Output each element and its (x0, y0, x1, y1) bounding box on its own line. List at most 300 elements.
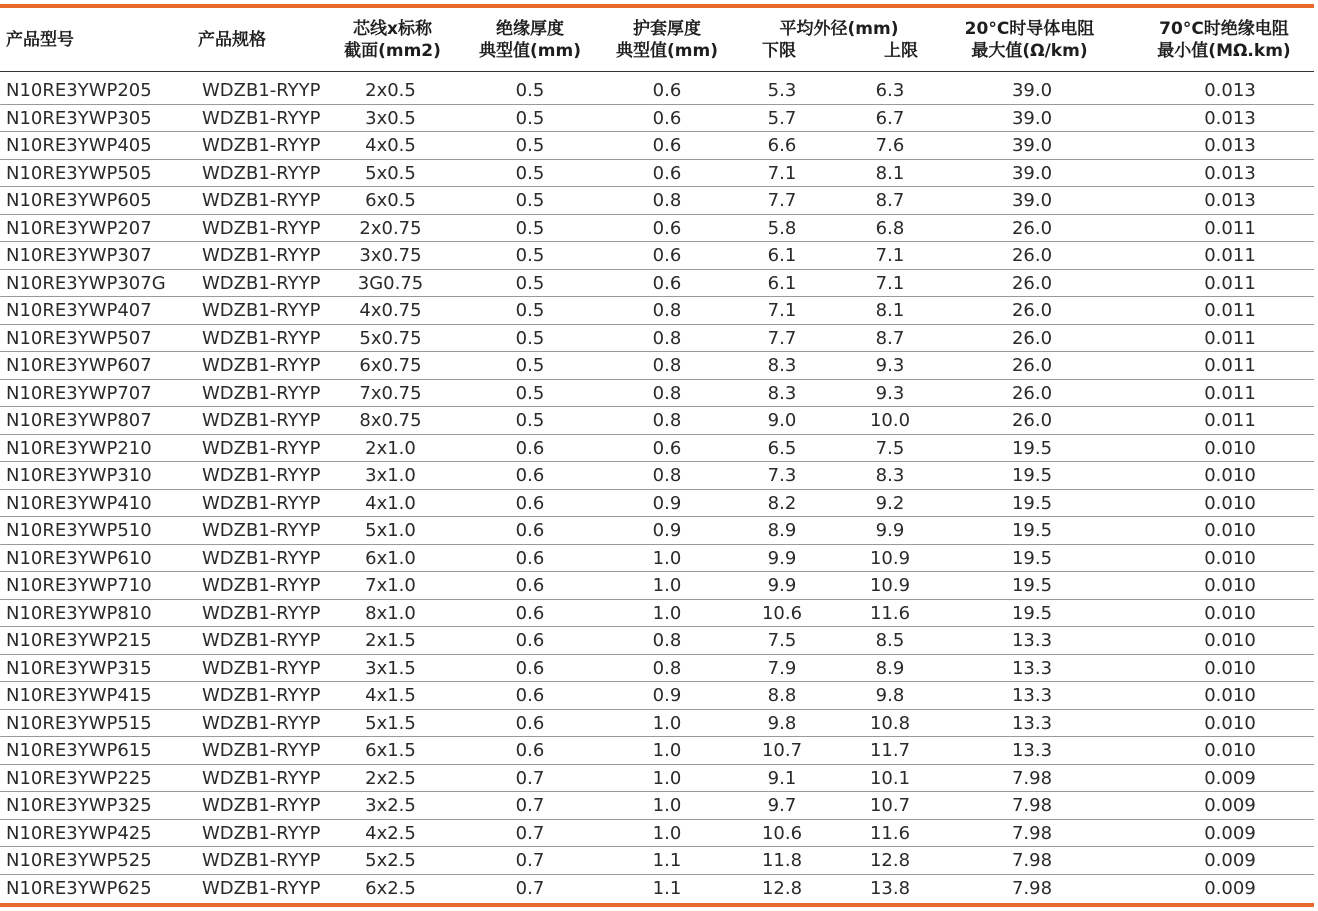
cell-dia-upper: 6.3 (875, 80, 905, 101)
cell-sheath: 1.0 (652, 712, 682, 734)
cell-sheath: 0.8 (652, 465, 682, 486)
header-spec (198, 8, 338, 71)
cell-resistance: 26.0 (1011, 272, 1053, 294)
cell-insulation: 0.7 (515, 767, 545, 789)
cell-resistance: 26.0 (1011, 245, 1053, 266)
table-row (0, 352, 1314, 380)
cell-dia-upper: 9.2 (875, 492, 905, 514)
cell-resistance: 26.0 (1011, 217, 1053, 239)
cell-insulation: 0.6 (515, 712, 545, 734)
cell-resistance: 13.3 (1011, 685, 1053, 706)
cell-insulation: 0.7 (515, 822, 545, 844)
cell-spec: WDZB1-RYYP (202, 382, 321, 404)
cell-resistance: 19.5 (1011, 465, 1053, 486)
cell-model: N10RE3YWP210 (6, 437, 152, 459)
cell-cores: 6x0.75 (359, 355, 422, 376)
cell-dia-lower: 9.0 (767, 410, 797, 431)
cell-insulation: 0.6 (515, 602, 545, 624)
cell-model: N10RE3YWP415 (6, 685, 152, 706)
cell-resistance: 26.0 (1011, 410, 1053, 431)
cell-model: N10RE3YWP507 (6, 327, 152, 349)
cell-insres: 0.011 (1204, 217, 1256, 239)
cell-sheath: 0.8 (652, 657, 682, 679)
cell-dia-upper: 6.7 (875, 107, 905, 129)
cell-spec: WDZB1-RYYP (202, 327, 321, 349)
cell-sheath: 0.6 (652, 437, 682, 459)
cell-insres: 0.010 (1204, 657, 1256, 679)
cell-insres: 0.009 (1204, 877, 1256, 899)
cell-insulation: 0.6 (515, 740, 545, 761)
cell-dia-upper: 10.9 (869, 575, 911, 596)
header-resistance (942, 8, 1117, 71)
cell-insulation: 0.6 (515, 520, 545, 541)
cell-insres: 0.009 (1204, 850, 1256, 871)
cell-dia-upper: 11.7 (869, 740, 911, 761)
cell-dia-lower: 6.5 (767, 437, 797, 459)
cell-spec: WDZB1-RYYP (202, 245, 321, 266)
cell-model: N10RE3YWP410 (6, 492, 152, 514)
cell-dia-lower: 7.3 (767, 465, 797, 486)
cell-insulation: 0.5 (515, 162, 545, 184)
cell-insulation: 0.7 (515, 850, 545, 871)
cell-sheath: 1.0 (652, 767, 682, 789)
cell-dia-lower: 8.9 (767, 520, 797, 541)
cell-insulation: 0.6 (515, 575, 545, 596)
cell-dia-lower: 5.3 (767, 80, 797, 101)
cell-resistance: 13.3 (1011, 630, 1053, 651)
cell-dia-upper: 12.8 (869, 850, 911, 871)
cell-insres: 0.009 (1204, 767, 1256, 789)
cell-spec: WDZB1-RYYP (202, 272, 321, 294)
cell-insres: 0.010 (1204, 437, 1256, 459)
cell-insulation: 0.5 (515, 300, 545, 321)
cell-dia-upper: 8.3 (875, 465, 905, 486)
cell-sheath: 0.6 (652, 217, 682, 239)
cell-sheath: 0.9 (652, 492, 682, 514)
cell-insres: 0.011 (1204, 300, 1256, 321)
cell-spec: WDZB1-RYYP (202, 630, 321, 651)
cell-cores: 4x0.75 (359, 300, 422, 321)
cell-insres: 0.013 (1204, 162, 1256, 184)
header-cores-line1: 芯线x标称 (353, 18, 432, 39)
cell-insulation: 0.5 (515, 217, 545, 239)
cell-insres: 0.009 (1204, 795, 1256, 816)
cell-cores: 6x1.0 (365, 547, 416, 569)
cell-cores: 8x0.75 (359, 410, 422, 431)
cell-insres: 0.010 (1204, 547, 1256, 569)
cell-dia-lower: 7.7 (767, 327, 797, 349)
cell-dia-lower: 8.2 (767, 492, 797, 514)
cell-cores: 4x1.5 (365, 685, 416, 706)
cell-spec: WDZB1-RYYP (202, 437, 321, 459)
cell-resistance: 39.0 (1011, 80, 1053, 101)
cell-insres: 0.011 (1204, 327, 1256, 349)
header-cores (335, 8, 450, 71)
table-row (0, 600, 1314, 628)
table-row (0, 270, 1314, 298)
cell-dia-lower: 5.8 (767, 217, 797, 239)
cell-sheath: 1.0 (652, 795, 682, 816)
cell-sheath: 1.1 (652, 877, 682, 899)
cell-dia-upper: 10.9 (869, 547, 911, 569)
cell-cores: 8x1.0 (365, 602, 416, 624)
header-sheath-line2: 典型值(mm) (616, 40, 718, 61)
cell-sheath: 0.6 (652, 162, 682, 184)
cell-insulation: 0.5 (515, 327, 545, 349)
cell-spec: WDZB1-RYYP (202, 217, 321, 239)
cell-dia-upper: 8.7 (875, 190, 905, 211)
cell-insulation: 0.5 (515, 410, 545, 431)
cell-cores: 2x1.0 (365, 437, 416, 459)
cell-resistance: 13.3 (1011, 657, 1053, 679)
header-insulation (463, 8, 597, 71)
cell-dia-upper: 11.6 (869, 822, 911, 844)
cell-insulation: 0.5 (515, 382, 545, 404)
table-row (0, 517, 1314, 545)
header-diameter-lower: 下限 (762, 40, 796, 61)
cell-model: N10RE3YWP305 (6, 107, 152, 129)
cell-dia-lower: 10.7 (761, 740, 803, 761)
cell-insulation: 0.5 (515, 107, 545, 129)
cell-sheath: 0.6 (652, 245, 682, 266)
table-row (0, 655, 1314, 683)
cell-sheath: 0.8 (652, 355, 682, 376)
bottom-accent-rule (0, 903, 1314, 907)
cell-dia-lower: 9.9 (767, 547, 797, 569)
cell-model: N10RE3YWP510 (6, 520, 152, 541)
cell-dia-lower: 12.8 (761, 877, 803, 899)
header-diameter-line1: 平均外径(mm) (779, 18, 899, 39)
cell-dia-upper: 11.6 (869, 602, 911, 624)
cell-insulation: 0.5 (515, 190, 545, 211)
cell-insres: 0.010 (1204, 520, 1256, 541)
cell-resistance: 26.0 (1011, 300, 1053, 321)
cell-resistance: 7.98 (1011, 850, 1053, 871)
table-row (0, 105, 1314, 133)
cell-insres: 0.010 (1204, 602, 1256, 624)
cell-resistance: 13.3 (1011, 712, 1053, 734)
cell-dia-lower: 7.5 (767, 630, 797, 651)
cell-dia-upper: 9.9 (875, 520, 905, 541)
cell-dia-upper: 8.5 (875, 630, 905, 651)
cell-cores: 5x1.5 (365, 712, 416, 734)
cell-insulation: 0.6 (515, 657, 545, 679)
cell-spec: WDZB1-RYYP (202, 822, 321, 844)
cell-dia-upper: 10.0 (869, 410, 911, 431)
cell-spec: WDZB1-RYYP (202, 80, 321, 101)
cell-spec: WDZB1-RYYP (202, 135, 321, 156)
cell-dia-lower: 6.1 (767, 272, 797, 294)
cell-cores: 5x2.5 (365, 850, 416, 871)
cell-dia-upper: 8.7 (875, 327, 905, 349)
cell-cores: 2x1.5 (365, 630, 416, 651)
cell-model: N10RE3YWP315 (6, 657, 152, 679)
cell-insulation: 0.5 (515, 80, 545, 101)
cell-model: N10RE3YWP625 (6, 877, 152, 899)
cell-spec: WDZB1-RYYP (202, 520, 321, 541)
cell-resistance: 39.0 (1011, 107, 1053, 129)
cell-insres: 0.013 (1204, 135, 1256, 156)
table-row (0, 820, 1314, 848)
table-body (0, 77, 1314, 902)
header-model (6, 8, 186, 71)
cell-insres: 0.011 (1204, 382, 1256, 404)
cell-model: N10RE3YWP607 (6, 355, 152, 376)
table-row (0, 710, 1314, 738)
cell-spec: WDZB1-RYYP (202, 107, 321, 129)
cell-dia-upper: 10.1 (869, 767, 911, 789)
cell-spec: WDZB1-RYYP (202, 795, 321, 816)
cell-sheath: 0.8 (652, 190, 682, 211)
cell-dia-upper: 7.6 (875, 135, 905, 156)
cell-model: N10RE3YWP307G (6, 272, 166, 294)
cell-resistance: 19.5 (1011, 520, 1053, 541)
cell-dia-lower: 7.1 (767, 162, 797, 184)
cell-dia-upper: 10.8 (869, 712, 911, 734)
cell-spec: WDZB1-RYYP (202, 465, 321, 486)
table-row (0, 380, 1314, 408)
cell-resistance: 19.5 (1011, 547, 1053, 569)
cell-sheath: 0.8 (652, 327, 682, 349)
header-insres-line1: 70°C时绝缘电阻 (1159, 18, 1289, 39)
header-diameter (752, 8, 926, 71)
cell-sheath: 1.1 (652, 850, 682, 871)
table-row (0, 297, 1314, 325)
cell-resistance: 39.0 (1011, 162, 1053, 184)
cell-cores: 6x0.5 (365, 190, 416, 211)
header-sheath (600, 8, 734, 71)
cell-spec: WDZB1-RYYP (202, 850, 321, 871)
cell-model: N10RE3YWP325 (6, 795, 152, 816)
header-sheath-line1: 护套厚度 (633, 18, 701, 39)
cell-sheath: 0.9 (652, 685, 682, 706)
cell-insres: 0.010 (1204, 685, 1256, 706)
cell-dia-lower: 9.1 (767, 767, 797, 789)
cell-model: N10RE3YWP810 (6, 602, 152, 624)
cell-insres: 0.010 (1204, 465, 1256, 486)
cell-model: N10RE3YWP405 (6, 135, 152, 156)
cell-dia-lower: 10.6 (761, 602, 803, 624)
cell-sheath: 1.0 (652, 740, 682, 761)
cell-insulation: 0.5 (515, 355, 545, 376)
cell-model: N10RE3YWP710 (6, 575, 152, 596)
cell-dia-lower: 8.3 (767, 382, 797, 404)
cell-insulation: 0.6 (515, 492, 545, 514)
cell-cores: 2x2.5 (365, 767, 416, 789)
cell-insulation: 0.5 (515, 245, 545, 266)
cell-spec: WDZB1-RYYP (202, 685, 321, 706)
cell-insres: 0.013 (1204, 190, 1256, 211)
cell-insres: 0.011 (1204, 245, 1256, 266)
cell-sheath: 0.9 (652, 520, 682, 541)
cell-dia-lower: 9.8 (767, 712, 797, 734)
cell-resistance: 13.3 (1011, 740, 1053, 761)
cell-insulation: 0.6 (515, 685, 545, 706)
cell-sheath: 0.6 (652, 107, 682, 129)
cell-sheath: 1.0 (652, 575, 682, 596)
cell-insres: 0.010 (1204, 630, 1256, 651)
cell-insulation: 0.6 (515, 630, 545, 651)
cell-spec: WDZB1-RYYP (202, 740, 321, 761)
cell-resistance: 7.98 (1011, 795, 1053, 816)
cell-dia-lower: 7.9 (767, 657, 797, 679)
cell-insres: 0.013 (1204, 80, 1256, 101)
cell-cores: 3x1.5 (365, 657, 416, 679)
table-row (0, 545, 1314, 573)
cell-model: N10RE3YWP205 (6, 80, 152, 101)
cell-cores: 3x2.5 (365, 795, 416, 816)
cell-insulation: 0.7 (515, 795, 545, 816)
table-row (0, 187, 1314, 215)
cell-sheath: 1.0 (652, 822, 682, 844)
cell-insres: 0.010 (1204, 492, 1256, 514)
cell-spec: WDZB1-RYYP (202, 300, 321, 321)
cell-cores: 7x0.75 (359, 382, 422, 404)
cell-model: N10RE3YWP225 (6, 767, 152, 789)
table-row (0, 765, 1314, 793)
cell-spec: WDZB1-RYYP (202, 547, 321, 569)
table-row (0, 325, 1314, 353)
cell-insres: 0.009 (1204, 822, 1256, 844)
cell-resistance: 19.5 (1011, 437, 1053, 459)
header-insulation-line1: 绝缘厚度 (496, 18, 564, 39)
cell-dia-upper: 8.1 (875, 162, 905, 184)
cell-spec: WDZB1-RYYP (202, 162, 321, 184)
cell-model: N10RE3YWP407 (6, 300, 152, 321)
table-row (0, 160, 1314, 188)
cell-model: N10RE3YWP615 (6, 740, 152, 761)
cell-sheath: 0.8 (652, 630, 682, 651)
cell-cores: 6x1.5 (365, 740, 416, 761)
cell-insulation: 0.5 (515, 272, 545, 294)
table-row (0, 875, 1314, 903)
cell-dia-lower: 6.1 (767, 245, 797, 266)
cell-model: N10RE3YWP525 (6, 850, 152, 871)
cell-dia-lower: 10.6 (761, 822, 803, 844)
cell-dia-upper: 9.3 (875, 355, 905, 376)
header-insulation-resistance (1136, 8, 1312, 71)
cell-spec: WDZB1-RYYP (202, 575, 321, 596)
cell-dia-upper: 13.8 (869, 877, 911, 899)
cell-spec: WDZB1-RYYP (202, 492, 321, 514)
cell-model: N10RE3YWP215 (6, 630, 152, 651)
header-diameter-limits (752, 40, 926, 62)
cell-cores: 3G0.75 (357, 272, 424, 294)
cell-resistance: 19.5 (1011, 602, 1053, 624)
cell-resistance: 39.0 (1011, 135, 1053, 156)
cell-insres: 0.010 (1204, 575, 1256, 596)
table-row (0, 792, 1314, 820)
cell-cores: 4x1.0 (365, 492, 416, 514)
cell-resistance: 26.0 (1011, 327, 1053, 349)
cell-dia-upper: 10.7 (869, 795, 911, 816)
cell-model: N10RE3YWP425 (6, 822, 152, 844)
cell-resistance: 26.0 (1011, 382, 1053, 404)
table-row (0, 242, 1314, 270)
cell-cores: 5x0.75 (359, 327, 422, 349)
table-row (0, 737, 1314, 765)
cell-insres: 0.010 (1204, 712, 1256, 734)
cell-spec: WDZB1-RYYP (202, 190, 321, 211)
cell-sheath: 1.0 (652, 547, 682, 569)
cell-model: N10RE3YWP605 (6, 190, 152, 211)
cell-resistance: 7.98 (1011, 767, 1053, 789)
cell-sheath: 0.6 (652, 135, 682, 156)
cell-dia-upper: 7.5 (875, 437, 905, 459)
cell-model: N10RE3YWP515 (6, 712, 152, 734)
cell-insres: 0.011 (1204, 355, 1256, 376)
cell-model: N10RE3YWP307 (6, 245, 152, 266)
cell-dia-upper: 8.1 (875, 300, 905, 321)
table-row (0, 847, 1314, 875)
table-row (0, 572, 1314, 600)
cell-dia-lower: 9.7 (767, 795, 797, 816)
table-header (0, 8, 1314, 72)
cell-insulation: 0.7 (515, 877, 545, 899)
cell-spec: WDZB1-RYYP (202, 767, 321, 789)
cell-sheath: 0.8 (652, 410, 682, 431)
table-row (0, 462, 1314, 490)
cell-cores: 4x2.5 (365, 822, 416, 844)
table-row (0, 435, 1314, 463)
cell-spec: WDZB1-RYYP (202, 602, 321, 624)
cell-dia-upper: 7.1 (875, 272, 905, 294)
cell-dia-upper: 6.8 (875, 217, 905, 239)
cell-cores: 5x0.5 (365, 162, 416, 184)
cell-dia-upper: 8.9 (875, 657, 905, 679)
header-diameter-upper: 上限 (884, 40, 918, 61)
header-insulation-line2: 典型值(mm) (479, 40, 581, 61)
cell-insulation: 0.6 (515, 547, 545, 569)
cell-sheath: 0.6 (652, 272, 682, 294)
cell-dia-lower: 8.3 (767, 355, 797, 376)
header-model-label: 产品型号 (6, 29, 74, 50)
cell-model: N10RE3YWP207 (6, 217, 152, 239)
cell-resistance: 7.98 (1011, 877, 1053, 899)
cell-cores: 6x2.5 (365, 877, 416, 899)
cell-spec: WDZB1-RYYP (202, 355, 321, 376)
cell-dia-lower: 7.7 (767, 190, 797, 211)
header-cores-line2: 截面(mm2) (344, 40, 441, 61)
cell-cores: 4x0.5 (365, 135, 416, 156)
cell-cores: 2x0.5 (365, 80, 416, 101)
cell-model: N10RE3YWP707 (6, 382, 152, 404)
header-resistance-line1: 20°C时导体电阻 (964, 18, 1095, 39)
table-row (0, 627, 1314, 655)
cell-cores: 5x1.0 (365, 520, 416, 541)
table-row (0, 215, 1314, 243)
cell-sheath: 0.8 (652, 382, 682, 404)
cell-insulation: 0.5 (515, 135, 545, 156)
cell-resistance: 7.98 (1011, 822, 1053, 844)
cell-model: N10RE3YWP807 (6, 410, 152, 431)
cell-resistance: 19.5 (1011, 575, 1053, 596)
cell-insres: 0.011 (1204, 272, 1256, 294)
cell-resistance: 26.0 (1011, 355, 1053, 376)
cell-cores: 3x0.5 (365, 107, 416, 129)
cell-insres: 0.011 (1204, 410, 1256, 431)
cell-sheath: 1.0 (652, 602, 682, 624)
header-spec-label: 产品规格 (198, 29, 266, 50)
cell-dia-upper: 7.1 (875, 245, 905, 266)
cell-spec: WDZB1-RYYP (202, 712, 321, 734)
cell-insulation: 0.6 (515, 437, 545, 459)
cell-insulation: 0.6 (515, 465, 545, 486)
cell-dia-upper: 9.8 (875, 685, 905, 706)
cell-cores: 2x0.75 (359, 217, 422, 239)
cell-model: N10RE3YWP610 (6, 547, 152, 569)
cell-model: N10RE3YWP310 (6, 465, 152, 486)
